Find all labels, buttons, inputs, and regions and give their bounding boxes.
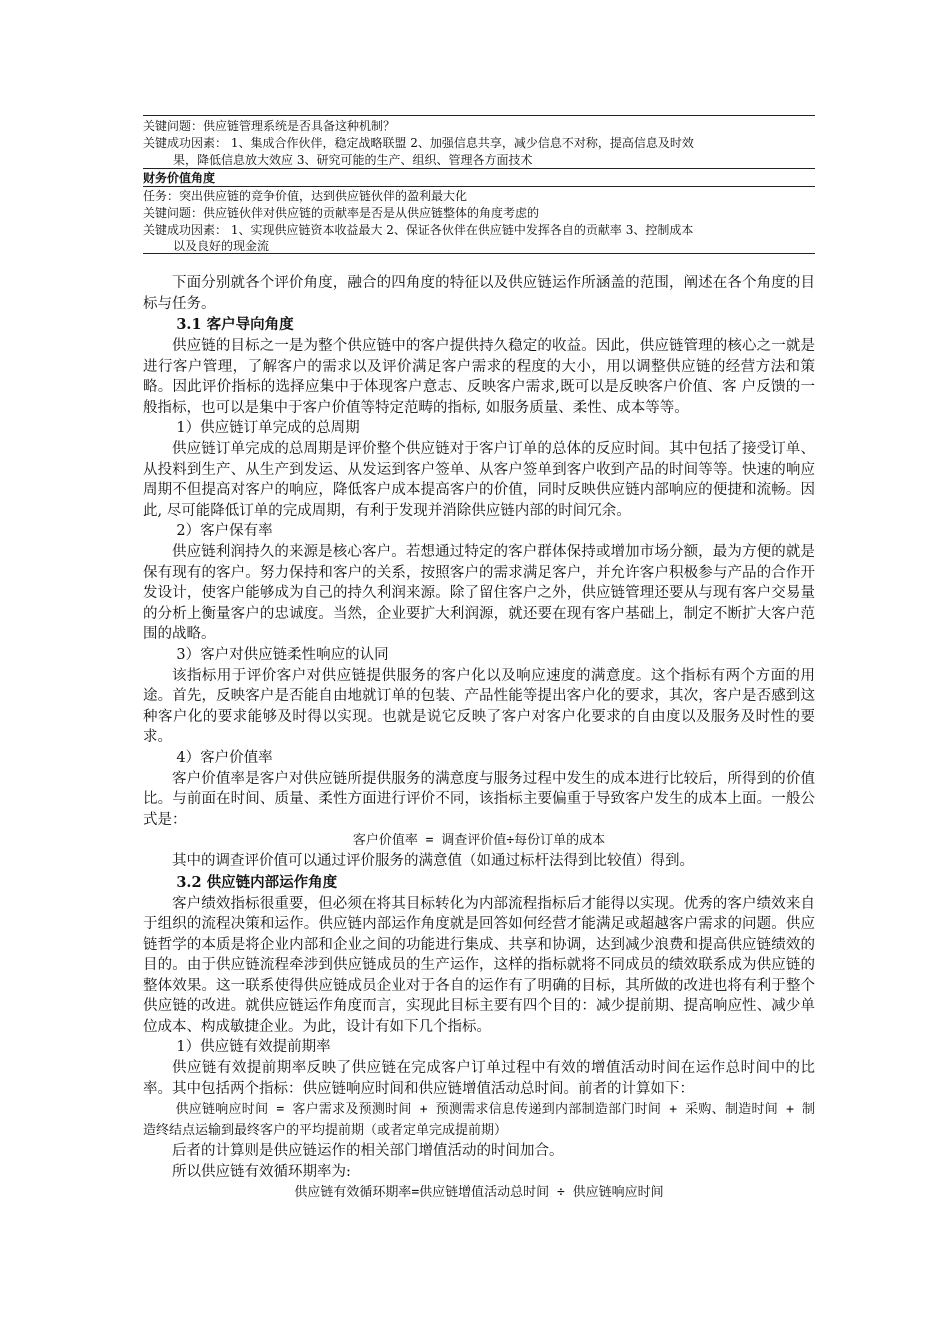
- evaluation-table: [143, 113, 815, 253]
- formula-response-time: 供应链响应时间 = 客户需求及预测时间 + 预测需求信息传递到内部制造部门时间 + 采购、制造时间 + 制造终结点运输到最终客户的平均提前期（或者定单完成提前期）: [143, 1102, 815, 1138]
- paragraph-3-1: 供应链的目标之一是为整个供应链中的客户提供持久稳定的收益。因此，供应链管理的核心之一就是进行客户管理，了解客户的需求以及评价满足客户需求的程度的大小，用以调整供应链的经营方法和策略。因此评价指标的选择应集中于体现客户意志、反映客户需求,既可以是反映客户价值、客 户反馈的一般指标，也可以是集中于客户价值等特定范畴的指标, 如服务质量、柔性、成本等等。: [143, 338, 815, 416]
- subheading-flexibility: 3）客户对供应链柔性响应的认同: [176, 646, 389, 663]
- paragraph-order-cycle: 供应链订单完成的总周期是评价整个供应链对于客户订单的总体的反应时间。其中包括了接受订单、从投料到生产、从生产到发运、从发运到客户签单、从客户签单到客户收到产品的时间等等。快速的响应周期不但提高对客户的响应，降低客户成本提高客户的价值，同时反映供应链内部响应的便捷和流畅。因此, 尽可能降低订单的完成周期，有利于发现并消除供应链内部的时间冗余。: [143, 441, 815, 519]
- section-heading-3-2: 3.2 供应链内部运作角度: [176, 873, 338, 891]
- paragraph-cycle-ratio-intro: 所以供应链有效循环期率为:: [172, 1163, 351, 1180]
- paragraph-lead-time-ratio: 供应链有效提前期率反映了供应链在完成客户订单过程中有效的增值活动时间在运作总时间中的比率。其中包括两个指标：供应链响应时间和供应链增值活动总时间。前者的计算如下：: [143, 1060, 815, 1097]
- document-body: [143, 273, 815, 1203]
- finance-key-issue: 关键问题：供应链伙伴对供应链的贡献率是否是从供应链整体的角度考虑的: [143, 206, 540, 220]
- paragraph-value-added-time: 后者的计算则是供应链运作的相关部门增值活动的时间加合。: [172, 1143, 564, 1159]
- formula-customer-value: 客户价值率 = 调查评价值÷每份订单的成本: [352, 833, 606, 848]
- key-success-factors-row: 关键成功因素： 1、集成合作伙伴，稳定战略联盟 2、加强信息共享，减少信息不对称，提高信息及时效: [143, 136, 694, 150]
- paragraph-flexibility: 该指标用于评价客户对供应链提供服务的客户化以及响应速度的满意度。这个指标有两个方面的用途。首先，反映客户是否能自由地就订单的包装、产品性能等提出客户化的要求，其次，客户是否感到这种客户化的要求能够及时得以实现。也就是说它反映了客户对客户化要求的自由度以及服务及时性的要求。: [143, 667, 815, 745]
- table-rule: [143, 253, 815, 254]
- paragraph-customer-value-note: 其中的调查评价值可以通过评价服务的满意值（如通过标杆法得到比较值）得到。: [172, 853, 694, 869]
- subheading-order-cycle: 1）供应链订单完成的总周期: [176, 420, 360, 436]
- paragraph-3-2: 客户绩效指标很重要，但必须在将其目标转化为内部流程指标后才能得以实现。优秀的客户绩效来自于组织的流程决策和运作。供应链内部运作角度就是回答如何经营才能满足或超越客户需求的问题。供应链哲学的本质是将企业内部和企业之间的功能进行集成、共享和协调，达到减少浪费和提高供应链绩效的目的。由于供应链流程牵涉到供应链成员的生产运作，这样的指标就将不同成员的绩效联系成为供应链的整体效果。这一联系使得供应链成员企业对于各自的运作有了明确的目标，其所做的改进也将有利于整个供应链的改进。就供应链运作角度而言，实现此目标主要有四个目的：减少提前期、提高响应性、减少单位成本、构成敏捷企业。为此，设计有如下几个指标。: [143, 895, 815, 1035]
- finance-key-success-factors: 关键成功因素： 1、实现供应链资本收益最大 2、保证各伙伴在供应链中发挥各自的贡献率 3、控制成本: [143, 223, 694, 237]
- section-heading-3-1: 3.1 客户导向角度: [176, 316, 294, 333]
- formula-cycle-ratio: 供应链有效循环期率=供应链增值活动总时间 ÷ 供应链响应时间: [294, 1185, 664, 1200]
- finance-heading: 财务价值角度: [143, 171, 216, 185]
- key-success-factors-continued: 果，降低信息放大效应 3、研究可能的生产、组织、管理各方面技术: [173, 153, 533, 167]
- key-issue-row: 关键问题：供应链管理系统是否具备这种机制？: [143, 119, 396, 133]
- intro-paragraph: 下面分别就各个评价角度，融合的四角度的特征以及供应链运作所涵盖的范围，阐述在各个角度的目标与任务。: [143, 275, 815, 312]
- subheading-customer-value: 4）客户价值率: [176, 749, 273, 766]
- paragraph-customer-retention: 供应链利润持久的来源是核心客户。若想通过特定的客户群体保持或增加市场分额，最为方便的就是保有现有的客户。努力保持和客户的关系，按照客户的需求满足客户，并允许客户积极参与产品的合作开发设计，使客户能够成为自己的持久利润来源。除了留住客户之外，供应链管理还要从与现有客户交易量的分析上衡量客户的忠诚度。当然，企业要扩大利润源，就还要在现有客户基础上，制定不断扩大客户范围的战略。: [143, 544, 815, 642]
- finance-task: 任务：突出供应链的竞争价值，达到供应链伙伴的盈利最大化: [143, 189, 468, 203]
- table-rule: [143, 115, 815, 116]
- subheading-customer-retention: 2）客户保有率: [176, 523, 273, 539]
- paragraph-customer-value: 客户价值率是客户对供应链所提供服务的满意度与服务过程中发生的成本进行比较后，所得到的价值比。与前面在时间、质量、柔性方面进行评价不同，该指标主要偏重于导致客户发生的成本上面。一般公式是：: [143, 770, 815, 828]
- subheading-lead-time-ratio: 1）供应链有效提前期率: [176, 1039, 331, 1055]
- finance-key-success-factors-continued: 以及良好的现金流: [173, 239, 270, 253]
